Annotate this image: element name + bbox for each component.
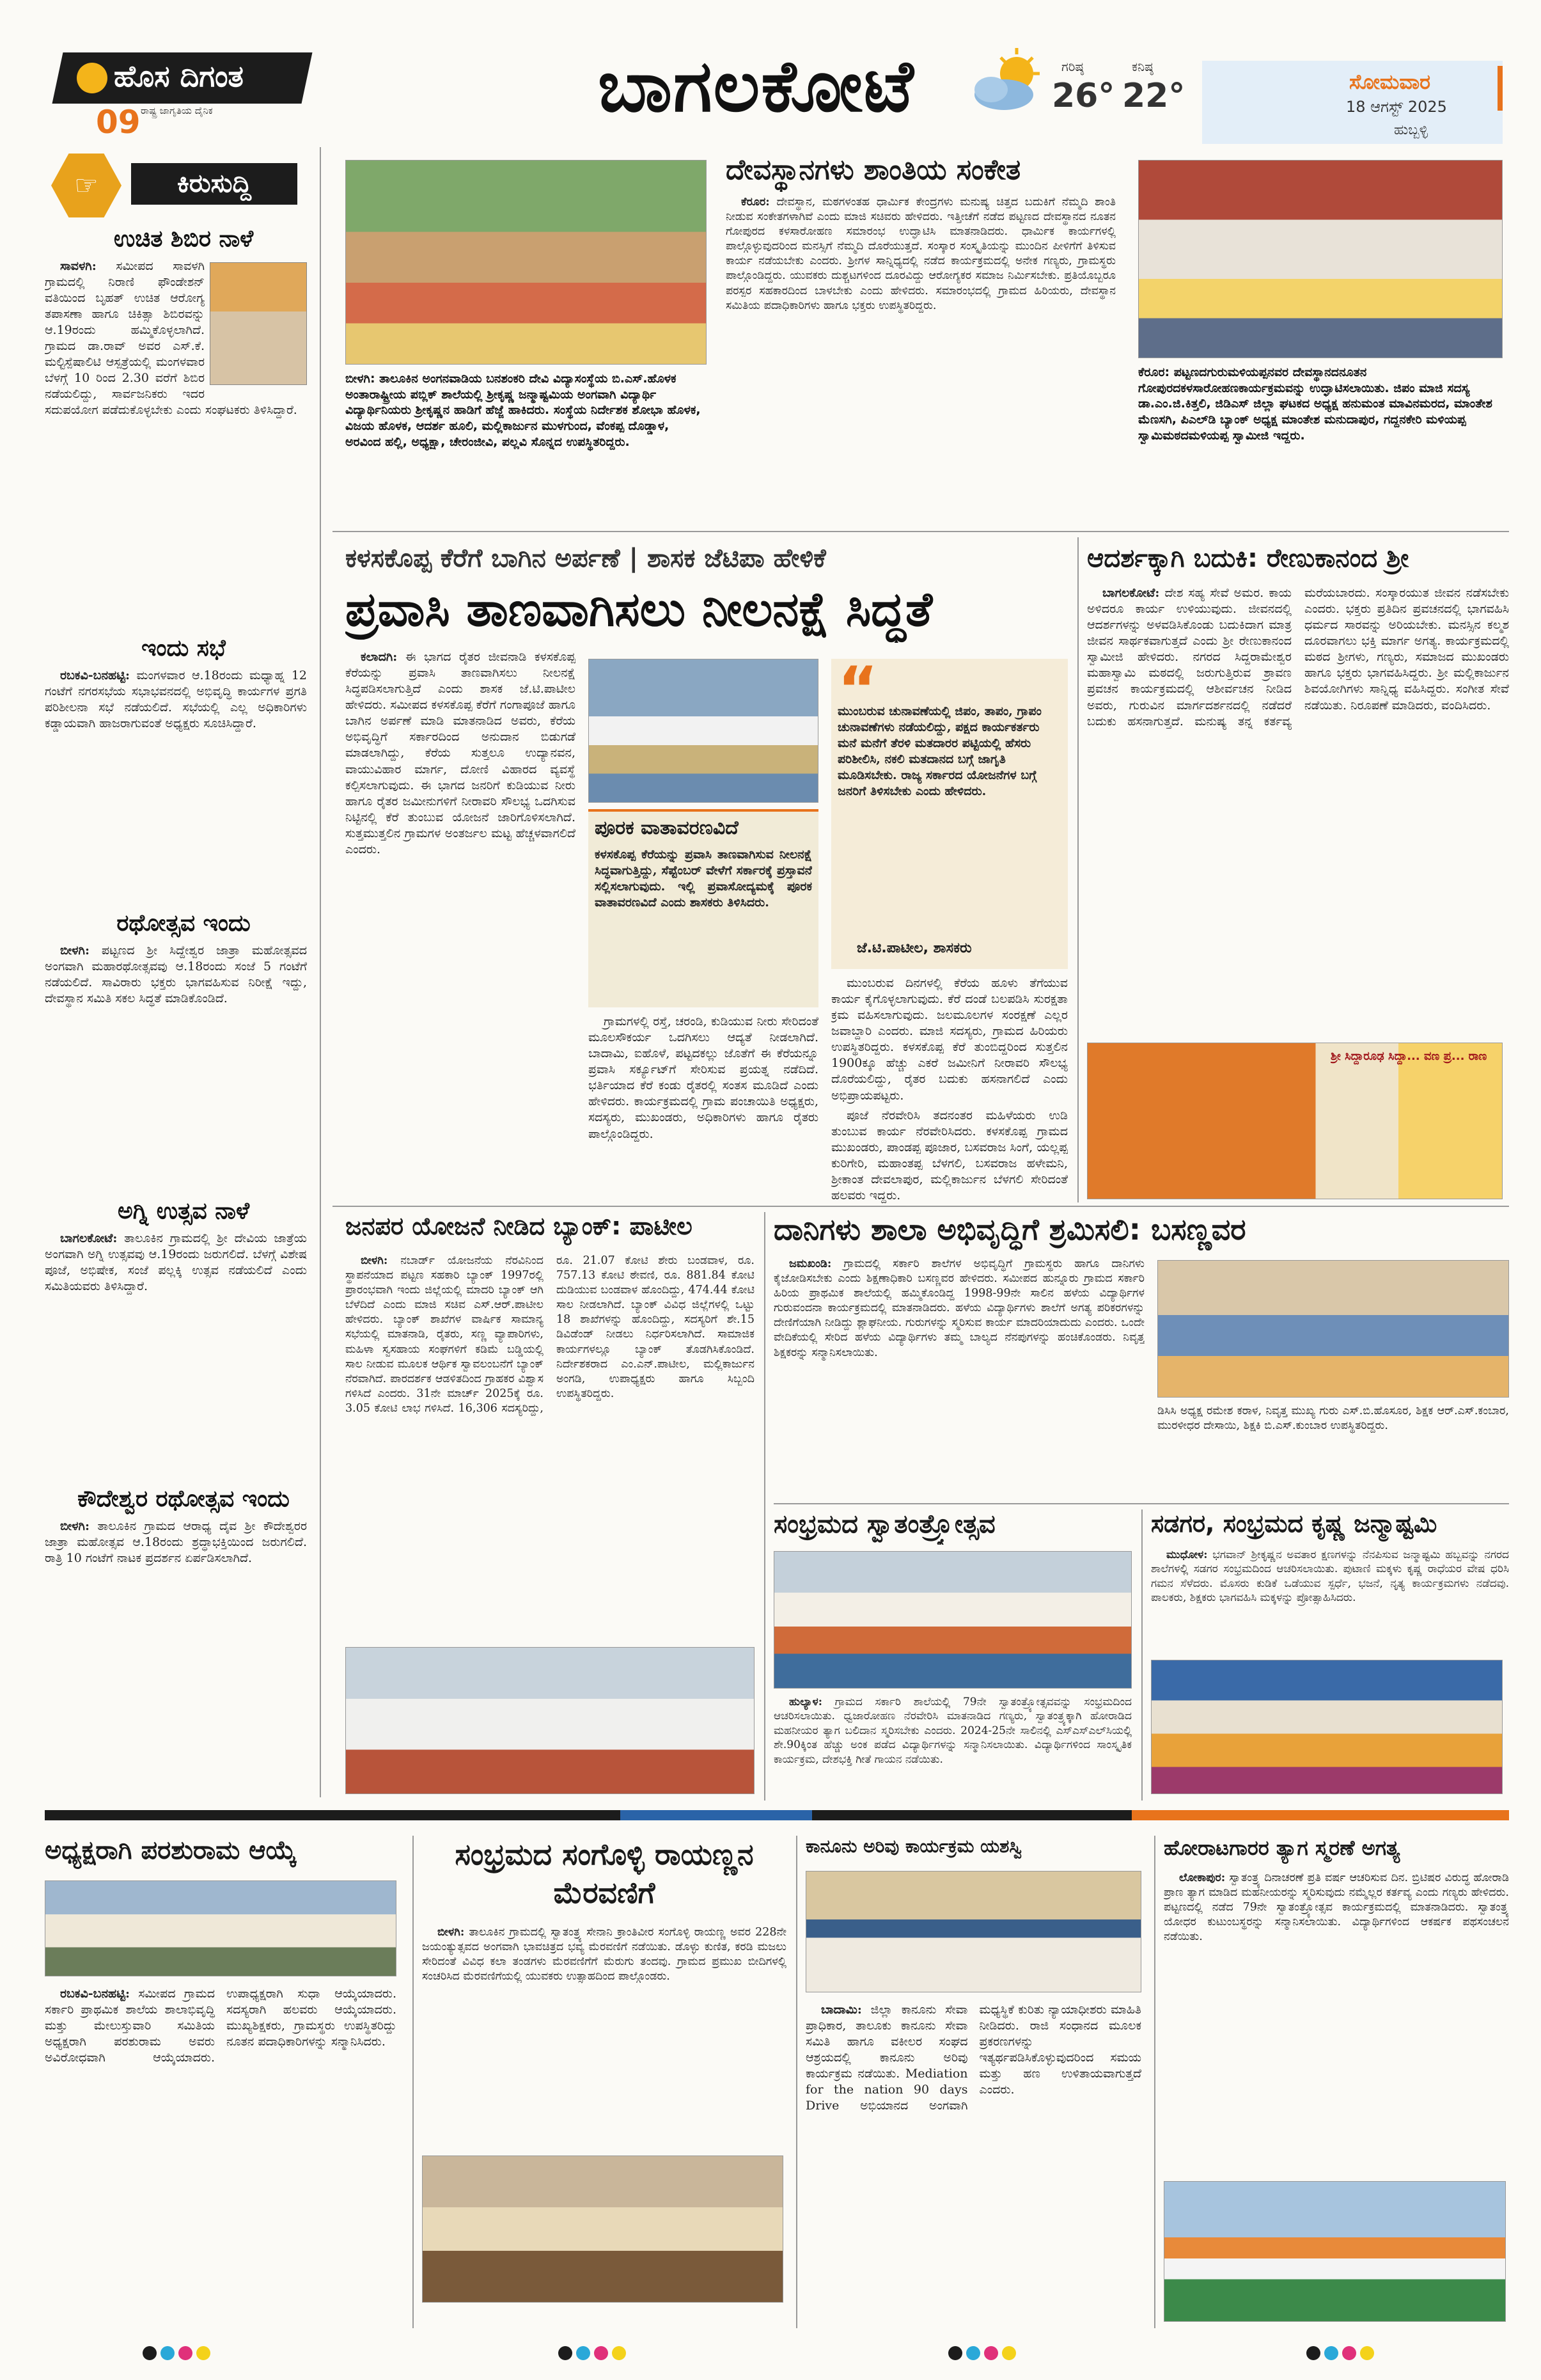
story-title: ಸಂಭ್ರಮದ ಸಂಗೊಳ್ಳಿ ರಾಯಣ್ಣನ ಮೆರವಣಿಗೆ [455, 1837, 754, 1910]
lead-divider [1077, 537, 1079, 1202]
lead-text: ಗ್ರಾಮಗಳಲ್ಲಿ ರಸ್ತೆ, ಚರಂಡಿ, ಕುಡಿಯುವ ನೀರು ಸೇರಿದಂತೆ ಮೂಲಸೌಕರ್ಯ ಒದಗಿಸಲು ಆದ್ಯತೆ ನೀಡಲಾಗಿದೆ. ಬಾದಾಮಿ, ಐಹೊಳೆ, ಪಟ್ಟದಕಲ್ಲು ಜೊತೆಗೆ ಈ ಕೆರೆಯನ್ನೂ ಪ್ರವಾಸಿ ಸರ್ಕ್ಯೂಟ್‌ಗೆ ಸೇರಿಸುವ ಪ್ರಯತ್ನ ನಡೆದಿದೆ. ಭರ್ತಿಯಾದ ಕೆರೆ ಕಂಡು ರೈತರಲ್ಲಿ ಸಂತಸ ಮೂಡಿದೆ ಎಂದು ಹೇಳಿದರು. ಕಾರ್ಯಕ್ರಮದಲ್ಲಿ ಗ್ರಾಮ ಪಂಚಾಯಿತಿ ಅಧ್ಯಕ್ಷರು, ಸದಸ್ಯರು, ಮುಖಂಡರು, ಅಧಿಕಾರಿಗಳು ಹಾಗೂ ರೈತರು ಪಾಲ್ಗೊಂಡಿದ್ದರು. [588, 1014, 818, 1141]
story-body [774, 1257, 1145, 1493]
photo-bank-meeting [345, 1647, 755, 1794]
color-dots [946, 2346, 1036, 2363]
story-body [1087, 585, 1509, 1033]
sidebar-item-place: ಬಾಗಲಕೋಟೆ: [60, 1231, 118, 1245]
sidebar-item [45, 1196, 307, 1478]
sidebar-item [45, 1484, 307, 1791]
story-text: ತಾಲೂಕಿನ ಗ್ರಾಮದಲ್ಲಿ ಸ್ವಾತಂತ್ರ್ಯ ಸೇನಾನಿ ಕ್ರಾಂತಿವೀರ ಸಂಗೊಳ್ಳಿ ರಾಯಣ್ಣ ಅವರ 228ನೇ ಜಯಂತ್ಯುತ್ಸವದ ಅಂಗವಾಗಿ ಭಾವಚಿತ್ರದ ಭವ್ಯ ಮೆರವಣಿಗೆ ನಡೆಯಿತು. ಡೊಳ್ಳು ಕುಣಿತ, ಕರಡಿ ಮಜಲು ಸೇರಿದಂತೆ ವಿವಿಧ ಕಲಾ ತಂಡಗಳು ಮೆರವಣಿಗೆಗೆ ಮೆರುಗು ತಂದವು. ಗ್ರಾಮದ ಪ್ರಮುಖ ಬೀದಿಗಳಲ್ಲಿ ಸಂಚರಿಸಿದ ಮೆರವಣಿಗೆಯಲ್ಲಿ ಯುವಕರು ಉತ್ಸಾಹದಿಂದ ಪಾಲ್ಗೊಂಡರು. [422, 1926, 786, 1983]
photo-school-felicitation [1157, 1260, 1509, 1398]
info-box-title: ಪೂರಕ ವಾತಾವರಣವಿದೆ [595, 817, 739, 839]
strip-segment [1132, 1810, 1509, 1820]
story-school [774, 1212, 1509, 1493]
story-renuka [1087, 537, 1509, 1036]
sidebar-item-text: ಮಂಗಳವಾರ ಆ.18ರಂದು ಮಧ್ಯಾಹ್ನ 12 ಗಂಟೆಗೆ ನಗರಸಭೆಯ ಸಭಾಭವನದಲ್ಲಿ ಅಭಿವೃದ್ಧಿ ಕಾರ್ಯಗಳ ಪ್ರಗತಿ ಪರಿಶೀಲನಾ ಸಭೆ ನಡೆಯಲಿದೆ. ಸಭೆಯಲ್ಲಿ ಎಲ್ಲ ಅಧಿಕಾರಿಗಳು ಕಡ್ಡಾಯವಾಗಿ ಹಾಜರಾಗುವಂತೆ ಅಧ್ಯಕ್ಷರು ಸೂಚಿಸಿದ್ದಾರೆ. [45, 668, 307, 730]
column-divider [1154, 1836, 1155, 2328]
story-text: ದೇಶ ಸಹ್ಯ ಸೇವೆ ಅಮರ. ಕಾಯ ಅಳಿದರೂ ಕಾರ್ಯ ಉಳಿಯುವುದು. ಜೀವನದಲ್ಲಿ ಆದರ್ಶಗಳನ್ನು ಅಳವಡಿಸಿಕೊಂಡು ಬದುಕಿದಾಗ ಮಾತ್ರ ಜೀವನ ಸಾರ್ಥಕವಾಗುತ್ತದೆ ಎಂದು ಶ್ರೀ ರೇಣುಕಾನಂದ ಸ್ವಾಮೀಜಿ ಹೇಳಿದರು. ನಗರದ ಸಿದ್ದರಾಮೇಶ್ವರ ಮಹಾಸ್ವಾಮಿ ಮಠದಲ್ಲಿ ಜರುಗುತ್ತಿರುವ ಶ್ರಾವಣ ಪ್ರವಚನ ಕಾರ್ಯಕ್ರಮದಲ್ಲಿ ಆಶೀರ್ವಚನ ನೀಡಿದ ಅವರು, ಗುರುವಿನ ಮಾರ್ಗದರ್ಶನದಲ್ಲಿ ನಡೆದರೆ ಬದುಕು ಹಸನಾಗುತ್ತದೆ. ಮನುಷ್ಯ ತನ್ನ ಕರ್ತವ್ಯ ಮರೆಯಬಾರದು. ಸಂಸ್ಕಾರಯುತ ಜೀವನ ನಡೆಸಬೇಕು ಎಂದರು. ಭಕ್ತರು ಪ್ರತಿದಿನ ಪ್ರವಚನದಲ್ಲಿ ಭಾಗವಹಿಸಿ ಧರ್ಮದ ಸಾರವನ್ನು ಅರಿಯಬೇಕು. ಮನಸ್ಸಿನ ಕಲ್ಮಶ ದೂರವಾಗಲು ಭಕ್ತಿ ಮಾರ್ಗ ಅಗತ್ಯ. ಕಾರ್ಯಕ್ರಮದಲ್ಲಿ ಮಠದ ಶ್ರೀಗಳು, ಗಣ್ಯರು, ಸಮಾಜದ ಮುಖಂಡರು ಹಾಗೂ ಭಕ್ತರು ಭಾಗವಹಿಸಿದ್ದರು. ಶ್ರೀ ಮಲ್ಲಿಕಾರ್ಜುನ ಶಿವಯೋಗಿಗಳು ಸಾನ್ನಿಧ್ಯ ವಹಿಸಿದ್ದರು. ಸಂಗೀತ ಸೇವೆ ನಡೆಯಿತು. ನಿರೂಪಣೆ ಮಾಡಿದರು, ವಂದಿಸಿದರು. [1087, 586, 1509, 729]
sidebar-item-head: ಇಂದು ಸಭೆ [141, 635, 226, 661]
photo-caption: ಕೆರೂರ: ಪಟ್ಟಣದಗುರುಮಳಿಯಪ್ಪನವರ ದೇವಸ್ಥಾನದನೂತನ ಗೋಪುರದಕಳಸಾರೋಹಣಕಾರ್ಯಕ್ರಮವನ್ನು ಉದ್ಘಾಟಿಸಲಾಯಿತು. ಜಿಪಂ ಮಾಜಿ ಸದಸ್ಯ ಡಾ.ಎಂ.ಜಿ.ಕಿತ್ತಲಿ, ಜಿಡಿಎಸ್ ಜಿಲ್ಲಾ ಘಟಕದ ಅಧ್ಯಕ್ಷ ಹನುಮಂತ ಮಾವಿನಮರದ, ಮಾಂತೇಶ ಮೆಣಸಗಿ, ಪಿಎಲ್‌ಡಿ ಬ್ಯಾಂಕ್ ಅಧ್ಯಕ್ಷ ಮಾಂತೇಶ ಮನುದಾಪುರ, ಗದ್ದನಕೇರಿ ಮಳಿಯಪ್ಪ ಸ್ವಾಮಿಮಠದಮಳಿಯಪ್ಪ ಸ್ವಾಮೀಜಿ ಇದ್ದರು. [1138, 365, 1492, 443]
story-law [806, 1836, 1145, 2328]
lead-kicker: ಕಳಸಕೊಪ್ಪ ಕೆರೆಗೆ ಬಾಗಿನ ಅರ್ಪಣೆ | ಶಾಸಕ ಜೆಟಿಪಾ ಹೇಳಿಕೆ [345, 544, 826, 573]
story-text: ಗ್ರಾಮದ ಸರ್ಕಾರಿ ಶಾಲೆಯಲ್ಲಿ 79ನೇ ಸ್ವಾತಂತ್ರ್ಯೋತ್ಸವವನ್ನು ಸಂಭ್ರಮದಿಂದ ಆಚರಿಸಲಾಯಿತು. ಧ್ವಜಾರೋಹಣ ನೆರವೇರಿಸಿ ಮಾತನಾಡಿದ ಗಣ್ಯರು, ಸ್ವಾತಂತ್ರ್ಯಕ್ಕಾಗಿ ಹೋರಾಡಿದ ಮಹನೀಯರ ತ್ಯಾಗ ಬಲಿದಾನ ಸ್ಮರಿಸಬೇಕು ಎಂದರು. 2024-25ನೇ ಸಾಲಿನಲ್ಲಿ ಎಸ್‌ಎಸ್‌ಎಲ್‌ಸಿಯಲ್ಲಿ ಶೇ.90ಕ್ಕಿಂತ ಹೆಚ್ಚು ಅಂಕ ಪಡೆದ ವಿದ್ಯಾರ್ಥಿಗಳನ್ನು ಸನ್ಮಾನಿಸಲಾಯಿತು. ವಿದ್ಯಾರ್ಥಿಗಳಿಂದ ಸಾಂಸ್ಕೃತಿಕ ಕಾರ್ಯಕ್ರಮ, ದೇಶಭಕ್ತಿ ಗೀತೆ ಗಾಯನ ನಡೆಯಿತು. [774, 1696, 1132, 1766]
story-body [345, 1254, 755, 1637]
photo-bagina [588, 659, 818, 803]
story-title: ದೇವಸ್ಥಾನಗಳು ಶಾಂತಿಯ ಸಂಕೇತ [726, 154, 1021, 186]
brand-name: ಹೊಸ ದಿಗಂತ [114, 59, 244, 93]
story-text: ಭಗವಾನ್ ಶ್ರೀಕೃಷ್ಣನ ಅವತಾರ ಕ್ಷಣಗಳನ್ನು ನೆನಪಿಸುವ ಜನ್ಮಾಷ್ಟಮಿ ಹಬ್ಬವನ್ನು ನಗರದ ಶಾಲೆಗಳಲ್ಲಿ ಸಡಗರ ಸಂಭ್ರಮದಿಂದ ಆಚರಿಸಲಾಯಿತು. ಪುಟಾಣಿ ಮಕ್ಕಳು ಕೃಷ್ಣ ರಾಧೆಯರ ವೇಷ ಧರಿಸಿ ಗಮನ ಸೆಳೆದರು. ಮೊಸರು ಕುಡಿಕೆ ಒಡೆಯುವ ಸ್ಪರ್ಧೆ, ಭಜನೆ, ನೃತ್ಯ ಕಾರ್ಯಕ್ರಮಗಳು ನಡೆದವು. ಪಾಲಕರು, ಶಿಕ್ಷಕರು ಭಾಗವಹಿಸಿ ಮಕ್ಕಳನ್ನು ಪ್ರೋತ್ಸಾಹಿಸಿದರು. [1151, 1549, 1509, 1605]
lead-text: ಪೂಜೆ ನೆರವೇರಿಸಿ ತದನಂತರ ಮಹಿಳೆಯರು ಉಡಿ ತುಂಬುವ ಕಾರ್ಯ ನೆರವೇರಿಸಿದರು. ಕಳಸಕೊಪ್ಪ ಗ್ರಾಮದ ಮುಖಂಡರು, ಪಾಂಡಪ್ಪ ಪೂಜಾರ, ಬಸವರಾಜ ಸಿಂಗೆ, ಯಲ್ಲಪ್ಪ ಕುರಿಗೇರಿ, ಮಹಾಂತಪ್ಪ ಬೆಳಗಲಿ, ಬಸವರಾಜ ಹಳೇಮನಿ, ಶ್ರೀಕಾಂತ ದೇವಲಾಪುರ, ಮಲ್ಲಿಕಾರ್ಜುನ ಬೆಳಗಲಿ ಸೇರಿದಂತೆ ಹಲವರು ಇದ್ದರು. [831, 1108, 1068, 1203]
section-strip [45, 1810, 1509, 1820]
column-divider [412, 1836, 414, 2328]
story-body [1164, 1871, 1509, 2171]
max-temp: 26° [1052, 77, 1115, 115]
quote-box [831, 659, 1068, 969]
registration-marks [141, 2341, 1420, 2367]
story-body [422, 1925, 786, 2143]
story-text: ಜಿಲ್ಲಾ ಕಾನೂನು ಸೇವಾ ಪ್ರಾಧಿಕಾರ, ತಾಲೂಕು ಕಾನೂನು ಸೇವಾ ಸಮಿತಿ ಹಾಗೂ ವಕೀಲರ ಸಂಘದ ಆಶ್ರಯದಲ್ಲಿ ಕಾನೂನು ಅರಿವು ಕಾರ್ಯಕ್ರಮ ನಡೆಯಿತು. Mediation for the nation 90 days Drive ಅಭಿಯಾನದ ಅಂಗವಾಗಿ ಮಧ್ಯಸ್ಥಿಕೆ ಕುರಿತು ನ್ಯಾಯಾಧೀಶರು ಮಾಹಿತಿ ನೀಡಿದರು. ರಾಜಿ ಸಂಧಾನದ ಮೂಲಕ ಪ್ರಕರಣಗಳನ್ನು ಇತ್ಯರ್ಥಪಡಿಸಿಕೊಳ್ಳುವುದರಿಂದ ಸಮಯ ಮತ್ತು ಹಣ ಉಳಿತಾಯವಾಗುತ್ತದೆ ಎಂದರು. [806, 2003, 1141, 2113]
photo-law-awareness [806, 1871, 1141, 1992]
story-independence [774, 1509, 1132, 1801]
lead-text: ಮುಂಬರುವ ದಿನಗಳಲ್ಲಿ ಕೆರೆಯ ಹೂಳು ತೆಗೆಯುವ ಕಾರ್ಯ ಕೈಗೊಳ್ಳಲಾಗುವುದು. ಕೆರೆ ದಂಡೆ ಬಲಪಡಿಸಿ ಸುರಕ್ಷತಾ ಕ್ರಮ ವಹಿಸಲಾಗುವುದು. ಜಲಮೂಲಗಳ ಸಂರಕ್ಷಣೆ ಎಲ್ಲರ ಜವಾಬ್ದಾರಿ ಎಂದರು. ಮಾಜಿ ಸದಸ್ಯರು, ಗ್ರಾಮದ ಹಿರಿಯರು ಉಪಸ್ಥಿತರಿದ್ದರು. ಕಳಸಕೊಪ್ಪ ಕೆರೆ ತುಂಬಿದ್ದರಿಂದ ಸುತ್ತಲಿನ 1900ಕ್ಕೂ ಹೆಚ್ಚು ಎಕರೆ ಜಮೀನಿಗೆ ನೀರಾವರಿ ಸೌಲಭ್ಯ ದೊರೆಯಲಿದ್ದು, ರೈತರ ಬದುಕು ಹಸನಾಗಲಿದೆ ಎಂದು ಅಭಿಪ್ರಾಯಪಟ್ಟರು. [831, 976, 1068, 1103]
sidebar-item-place: ಬೀಳಗಿ: [60, 1518, 90, 1533]
photo-sdmc-members [45, 1880, 396, 1976]
story-text: ಸ್ವಾತಂತ್ರ್ಯ ದಿನಾಚರಣೆ ಪ್ರತಿ ವರ್ಷ ಆಚರಿಸುವ ದಿನ. ಬ್ರಿಟಿಷರ ವಿರುದ್ಧ ಹೋರಾಡಿ ಪ್ರಾಣ ತ್ಯಾಗ ಮಾಡಿದ ಮಹನೀಯರನ್ನು ಸ್ಮರಿಸುವುದು ನಮ್ಮೆಲ್ಲರ ಕರ್ತವ್ಯ ಎಂದು ಗಣ್ಯರು ಹೇಳಿದರು. ಪಟ್ಟಣದಲ್ಲಿ ನಡೆದ 79ನೇ ಸ್ವಾತಂತ್ರ್ಯೋತ್ಸವ ಕಾರ್ಯಕ್ರಮದಲ್ಲಿ ಮಾತನಾಡಿದರು. ಸ್ವಾತಂತ್ರ್ಯ ಯೋಧರ ಕುಟುಂಬಸ್ಥರನ್ನು ಸನ್ಮಾನಿಸಲಾಯಿತು. ವಿದ್ಯಾರ್ಥಿಗಳಿಂದ ಆಕರ್ಷಕ ಪಥಸಂಚಲನ ನಡೆಯಿತು. [1164, 1872, 1509, 1944]
sidebar-item-text: ಪಟ್ಟಣದ ಶ್ರೀ ಸಿದ್ದೇಶ್ವರ ಜಾತ್ರಾ ಮಹೋತ್ಸವದ ಅಂಗವಾಗಿ ಮಹಾರಥೋತ್ಸವವು ಆ.18ರಂದು ಸಂಜೆ 5 ಗಂಟೆಗೆ ನಡೆಯಲಿದೆ. ಸಾವಿರಾರು ಭಕ್ತರು ಭಾಗವಹಿಸುವ ನಿರೀಕ್ಷೆ ಇದ್ದು, ದೇವಸ್ಥಾನ ಸಮಿತಿ ಸಕಲ ಸಿದ್ಧತೆ ಮಾಡಿಕೊಂಡಿದೆ. [45, 943, 307, 1005]
sidebar-item-text: ತಾಲೂಕಿನ ಗ್ರಾಮದ ಆರಾಧ್ಯ ದೈವ ಶ್ರೀ ಕೌದೇಶ್ವರರ ಜಾತ್ರಾ ಮಹೋತ್ಸವ ಆ.18ರಂದು ಶ್ರದ್ಧಾಭಕ್ತಿಯಿಂದ ಜರುಗಲಿದೆ. ರಾತ್ರಿ 10 ಗಂಟೆಗೆ ನಾಟಕ ಪ್ರದರ್ಶನ ಏರ್ಪಡಿಸಲಾಗಿದೆ. [45, 1518, 307, 1565]
story-place: ಬೀಳಗಿ: [361, 1254, 388, 1267]
photo-independence-day [774, 1551, 1132, 1689]
story-place: ರಬಕವಿ-ಬನಹಟ್ಟಿ: [60, 1987, 130, 2001]
story-krishna [1151, 1509, 1509, 1801]
photo-rayanna-procession [422, 2155, 783, 2303]
brand-block [45, 45, 313, 141]
row-divider [332, 1206, 1509, 1207]
date-box [1202, 61, 1503, 144]
strip-segment [812, 1810, 1132, 1820]
story-title: ಕಾನೂನು ಅರಿವು ಕಾರ್ಯಕ್ರಮ ಯಶಸ್ವಿ [806, 1836, 1022, 1857]
column-divider [796, 1836, 797, 2328]
story-title: ಆದರ್ಶಕ್ಕಾಗಿ ಬದುಕಿ: ರೇಣುಕಾನಂದ ಶ್ರೀ [1087, 544, 1409, 573]
story-text: ಸಮೀಪದ ಗ್ರಾಮದ ಸರ್ಕಾರಿ ಪ್ರಾಥಮಿಕ ಶಾಲೆಯ ಶಾಲಾಭಿವೃದ್ಧಿ ಮತ್ತು ಮೇಲುಸ್ತುವಾರಿ ಸಮಿತಿಯ ಅಧ್ಯಕ್ಷರಾಗಿ ಪರಶುರಾಮ ಅವರು ಅವಿರೋಧವಾಗಿ ಆಯ್ಕೆಯಾದರು. ಉಪಾಧ್ಯಕ್ಷರಾಗಿ ಸುಧಾ ಆಯ್ಕೆಯಾದರು. ಸದಸ್ಯರಾಗಿ ಹಲವರು ಆಯ್ಕೆಯಾದರು. ಮುಖ್ಯಶಿಕ್ಷಕರು, ಗ್ರಾಮಸ್ಥರು ಉಪಸ್ಥಿತರಿದ್ದು ನೂತನ ಪದಾಧಿಕಾರಿಗಳನ್ನು ಸನ್ಮಾನಿಸಿದರು. [45, 1987, 396, 2065]
max-temp-label: ಗರಿಷ್ಠ [1061, 59, 1084, 74]
page-number: 09 [96, 104, 141, 141]
issue-date: 18 ಆಗಸ್ಟ್ 2025 [1346, 98, 1447, 116]
photo-caption: ಡಿಸಿಸಿ ಅಧ್ಯಕ್ಷ ರಮೇಶ ಕರಾಳ, ನಿವೃತ್ತ ಮುಖ್ಯ ಗುರು ಎಸ್.ಬಿ.ಹೊಸೂರ, ಶಿಕ್ಷಕ ಆರ್.ಎಸ್.ಕಂಬಾರ, ಮುರಳೀಧರ ದೇಸಾಯಿ, ಶಿಕ್ಷಕಿ ಬಿ.ಎಸ್.ಕುಂಬಾರ ಉಪಸ್ಥಿತರಿದ್ದರು. [1157, 1405, 1509, 1433]
story-text: ದೇವಸ್ಥಾನ, ಮಠಗಳಂತಹ ಧಾರ್ಮಿಕ ಕೇಂದ್ರಗಳು ಮನುಷ್ಯ ಚಿತ್ತದ ಬದುಕಿಗೆ ನೆಮ್ಮದಿ ಶಾಂತಿ ನೀಡುವ ಸಂಕೇತಗಳಾಗಿವೆ ಎಂದು ಮಾಜಿ ಸಚಿವರು ಹೇಳಿದರು. ಇತ್ತೀಚೆಗೆ ನಡೆದ ಪಟ್ಟಣದ ದೇವಸ್ಥಾನದ ನೂತನ ಗೋಪುರದ ಕಳಸಾರೋಹಣ ಸಮಾರಂಭ ಉದ್ಘಾಟಿಸಿ ಮಾತನಾಡಿದರು. ಧಾರ್ಮಿಕ ಕಾರ್ಯಗಳಲ್ಲಿ ಪಾಲ್ಗೊಳ್ಳುವುದರಿಂದ ಮನಸ್ಸಿಗೆ ನೆಮ್ಮದಿ ದೊರೆಯುತ್ತದೆ. ಸಂಸ್ಕಾರ ಸಂಸ್ಕೃತಿಯನ್ನು ಮುಂದಿನ ಪೀಳಿಗೆಗೆ ತಿಳಿಸುವ ಕಾರ್ಯ ನಡೆಯಬೇಕು ಎಂದರು. ಶ್ರೀಗಳ ಸಾನ್ನಿಧ್ಯದಲ್ಲಿ ನಡೆದ ಕಾರ್ಯಕ್ರಮದಲ್ಲಿ ಅನೇಕ ಗಣ್ಯರು, ಗ್ರಾಮಸ್ಥರು ಪಾಲ್ಗೊಂಡಿದ್ದರು. ಯುವಕರು ದುಶ್ಚಟಗಳಿಂದ ದೂರವಿದ್ದು ಆರೋಗ್ಯಕರ ಸಮಾಜ ನಿರ್ಮಿಸಬೇಕು. ಪ್ರತಿಯೊಬ್ಬರೂ ಪರಸ್ಪರ ಸಹಕಾರದಿಂದ ಬಾಳಬೇಕು ಎಂದು ಹೇಳಿದರು. ಸಮಾರಂಭದಲ್ಲಿ ಗ್ರಾಮದ ಹಿರಿಯರು, ದೇವಸ್ಥಾನ ಸಮಿತಿಯ ಪದಾಧಿಕಾರಿಗಳು ಹಾಗೂ ಭಕ್ತರು ಉಪಸ್ಥಿತರಿದ್ದರು. [726, 196, 1116, 312]
story-place: ಬಾದಾಮಿ: [821, 2003, 862, 2017]
lead-place: ಕಲಾದಗಿ: [361, 650, 398, 664]
story-parashuram [45, 1836, 403, 2328]
story-body [1151, 1548, 1509, 1653]
story-title: ಸಡಗರ, ಸಂಭ್ರಮದ ಕೃಷ್ಣ ಜನ್ಮಾಷ್ಟಮಿ [1151, 1509, 1437, 1538]
sidebar-item [45, 224, 307, 627]
story-place: ಜಮಖಂಡಿ: [789, 1257, 832, 1270]
sidebar-divider [320, 147, 321, 1797]
section-title: ಕಿರುಸುದ್ದಿ [131, 163, 297, 205]
strip-segment [45, 1810, 620, 1820]
lead-column-2 [588, 1014, 818, 1206]
column-divider [764, 1212, 765, 1801]
story-place: ಮುಧೋಳ: [1166, 1549, 1208, 1561]
story-martyr [1164, 1836, 1509, 2328]
hand-icon: ☞ [74, 169, 98, 201]
color-dots [1304, 2346, 1394, 2363]
sidebar-item [45, 633, 307, 902]
date-accent-bar [1498, 66, 1503, 111]
story-body [45, 1986, 396, 2328]
story-title: ಸಂಭ್ರಮದ ಸ್ವಾತಂತ್ರ್ಯೋತ್ಸವ [774, 1509, 996, 1539]
story-place: ಲೋಕಾಪುರ: [1179, 1872, 1226, 1884]
min-temp: 22° [1122, 77, 1185, 115]
sidebar-item-head: ಅಗ್ನಿ ಉತ್ಸವ ನಾಳೆ [117, 1198, 250, 1224]
lead-column-1 [345, 649, 575, 1206]
photo-caption: ಬೀಳಗಿ: ತಾಲೂಕಿನ ಅಂಗನವಾಡಿಯ ಬನಶಂಕರಿ ದೇವಿ ವಿದ್ಯಾಸಂಸ್ಥೆಯ ಬಿ.ಎಸ್.ಹೊಳಕ ಅಂತಾರಾಷ್ಟ್ರೀಯ ಪಬ್ಲಿಕ್ ಶಾಲೆಯಲ್ಲಿ ಶ್ರೀಕೃಷ್ಣ ಜನ್ಮಾಷ್ಟಮಿಯ ಅಂಗವಾಗಿ ವಿದ್ಯಾರ್ಥಿ ವಿದ್ಯಾರ್ಥಿನಿಯರು ಶ್ರೀಕೃಷ್ಣನ ಹಾಡಿಗೆ ಹೆಜ್ಜೆ ಹಾಕಿದರು. ಸಂಸ್ಥೆಯ ನಿರ್ದೇಶಕ ಶೋಭಾ ಹೊಳಕ, ವಿಜಯ ಹೊಳಕ, ಆದರ್ಶ ಹೂಲಿ, ಮಲ್ಲಿಕಾರ್ಜುನ ಮುಳಗುಂದ, ವೆಂಕಪ್ಪ ದೊಡ್ಡಾಳ, ಅರವಿಂದ ಹಲ್ಲಿ, ಅಧ್ಯಕ್ಷಾ, ಚೇರಂಜೀವಿ, ಪಲ್ಲವಿ ಸೊನ್ನದ ಉಪಸ್ಥಿತರಿದ್ದರು. [345, 372, 701, 449]
story-title: ಜನಪರ ಯೋಜನೆ ನೀಡಿದ ಬ್ಯಾಂಕ್: ಪಾಟೀಲ [345, 1212, 692, 1240]
row-divider [332, 531, 1509, 532]
story-body [726, 195, 1116, 521]
story-rayanna [422, 1836, 786, 2328]
quote-icon: “ [838, 659, 879, 710]
weather-icon [966, 45, 1049, 122]
sidebar-item-place: ರಬಕವಿ-ಬನಹಟ್ಟಿ: [60, 668, 130, 682]
sidebar-item [45, 908, 307, 1190]
info-box [588, 809, 818, 1007]
quote-text: ಮುಂಬರುವ ಚುನಾವಣೆಯಲ್ಲಿ ಜಿಪಂ, ತಾಪಂ, ಗ್ರಾಪಂ ಚುನಾವಣೆಗಳು ನಡೆಯಲಿದ್ದು, ಪಕ್ಷದ ಕಾರ್ಯಕರ್ತರು ಮನೆ ಮನೆಗೆ ತೆರಳಿ ಮತದಾರರ ಪಟ್ಟಿಯಲ್ಲಿ ಹೆಸರು ಪರಿಶೀಲಿಸಿ, ನಕಲಿ ಮತದಾನದ ಬಗ್ಗೆ ಜಾಗೃತಿ ಮೂಡಿಸಬೇಕು. ರಾಜ್ಯ ಸರ್ಕಾರದ ಯೋಜನೆಗಳ ಬಗ್ಗೆ ಜನರಿಗೆ ತಿಳಿಸಬೇಕು ಎಂದು ಹೇಳಿದರು. [838, 704, 1042, 799]
city-title: ಬಾಗಲಕೋಟೆ [598, 45, 915, 128]
column-divider [1141, 1509, 1143, 1801]
logo-icon [77, 63, 107, 93]
avatar [210, 262, 307, 385]
sidebar-item-text: ತಾಲೂಕಿನ ಗ್ರಾಮದಲ್ಲಿ ಶ್ರೀ ದೇವಿಯ ಜಾತ್ರೆಯ ಅಂಗವಾಗಿ ಅಗ್ನಿ ಉತ್ಸವವು ಆ.19ರಂದು ಜರುಗಲಿದೆ. ಬೆಳಗ್ಗೆ ವಿಶೇಷ ಪೂಜೆ, ಅಭಿಷೇಕ, ಸಂಜೆ ಪಲ್ಲಕ್ಕಿ ಉತ್ಸವ ನಡೆಯಲಿದೆ ಎಂದು ಸಮಿತಿಯವರು ತಿಳಿಸಿದ್ದಾರೆ. [45, 1231, 307, 1293]
edition-name: ಹುಬ್ಬಳ್ಳಿ [1394, 122, 1428, 138]
story-body [806, 2002, 1141, 2328]
story-bank [345, 1212, 755, 1801]
lead-column-3 [831, 975, 1068, 1206]
sidebar-item-head: ರಥೋತ್ಸವ ಇಂದು [116, 910, 251, 936]
photo-temple-event [1138, 160, 1503, 358]
story-place: ಬಾಗಲಕೋಟೆ: [1102, 586, 1160, 600]
story-title: ಅಧ್ಯಕ್ಷರಾಗಿ ಪರಶುರಾಮ ಆಯ್ಕೆ [45, 1836, 297, 1865]
color-dots [141, 2346, 230, 2363]
row-divider [774, 1503, 1509, 1504]
story-temples [719, 154, 1119, 524]
story-place: ಬೀಳಗಿ: [437, 1926, 465, 1939]
info-box-text: ಕಳಸಕೊಪ್ಪ ಕೆರೆಯನ್ನು ಪ್ರವಾಸಿ ತಾಣವಾಗಿಸುವ ನೀಲನಕ್ಷೆ ಸಿದ್ಧವಾಗುತ್ತಿದ್ದು, ಸೆಪ್ಟೆಂಬರ್ ವೇಳೆಗೆ ಸರ್ಕಾರಕ್ಕೆ ಪ್ರಸ್ತಾವನೆ ಸಲ್ಲಿಸಲಾಗುವುದು. ಇಲ್ಲಿ ಪ್ರವಾಸೋದ್ಯಮಕ್ಕೆ ಪೂರಕ ವಾತಾವರಣವಿದೆ ಎಂದು ಶಾಸಕರು ತಿಳಿಸಿದರು. [595, 847, 812, 910]
sidebar-item-text: ಸಮೀಪದ ಸಾವಳಗಿ ಗ್ರಾಮದಲ್ಲಿ ನಿರಾಣಿ ಫೌಂಡೇಶನ್ ವತಿಯಿಂದ ಬೃಹತ್ ಉಚಿತ ಆರೋಗ್ಯ ತಪಾಸಣಾ ಹಾಗೂ ಚಿಕಿತ್ಸಾ ಶಿಬಿರವನ್ನು ಆ.19ರಂದು ಹಮ್ಮಿಕೊಳ್ಳಲಾಗಿದೆ. ಗ್ರಾಮದ ಡಾ.ರಾವ್ ಅವರ ಎಸ್.ಕೆ. ಮಲ್ಟಿಸ್ಪೆಷಾಲಿಟಿ ಆಸ್ಪತ್ರೆಯಲ್ಲಿ ಮಂಗಳವಾರ ಬೆಳಗ್ಗೆ 10 ರಿಂದ 2.30 ವರೆಗೆ ಶಿಬಿರ ನಡೆಯಲಿದ್ದು, ಸಾರ್ವಜನಿಕರು ಇದರ ಸದುಪಯೋಗ ಪಡೆದುಕೊಳ್ಳಬೇಕು ಎಂದು ಸಂಘಟಕರು ತಿಳಿಸಿದ್ದಾರೆ. [45, 258, 297, 418]
quote-byline: ಜೆ.ಟಿ.ಪಾಟೀಲ, ಶಾಸಕರು [857, 940, 972, 956]
weekday: ಸೋಮವಾರ [1349, 70, 1431, 94]
min-temp-label: ಕನಿಷ್ಠ [1132, 59, 1154, 74]
sidebar-item-place: ಬೀಳಗಿ: [60, 943, 90, 958]
story-text: ನಬಾರ್ಡ್ ಯೋಜನೆಯ ನೆರವಿನಿಂದ ಸ್ಥಾಪನೆಯಾದ ಪಟ್ಟಣ ಸಹಕಾರಿ ಬ್ಯಾಂಕ್ 1997ರಲ್ಲಿ ಪ್ರಾರಂಭವಾಗಿ ಇಂದು ಜಿಲ್ಲೆಯಲ್ಲಿ ಮಾದರಿ ಬ್ಯಾಂಕ್ ಆಗಿ ಬೆಳೆದಿದೆ ಎಂದು ಮಾಜಿ ಸಚಿವ ಎಸ್.ಆರ್.ಪಾಟೀಲ ಹೇಳಿದರು. ಬ್ಯಾಂಕ್ ಶಾಖೆಗಳ ವಾರ್ಷಿಕ ಸಾಮಾನ್ಯ ಸಭೆಯಲ್ಲಿ ಮಾತನಾಡಿ, ರೈತರು, ಸಣ್ಣ ವ್ಯಾಪಾರಿಗಳು, ಮಹಿಳಾ ಸ್ವಸಹಾಯ ಸಂಘಗಳಿಗೆ ಕಡಿಮೆ ಬಡ್ಡಿಯಲ್ಲಿ ಸಾಲ ನೀಡುವ ಮೂಲಕ ಆರ್ಥಿಕ ಸ್ವಾವಲಂಬನೆಗೆ ಬ್ಯಾಂಕ್ ನೆರವಾಗಿದೆ. ಪಾರದರ್ಶಕ ಆಡಳಿತದಿಂದ ಗ್ರಾಹಕರ ವಿಶ್ವಾಸ ಗಳಿಸಿದೆ ಎಂದರು. 31ನೇ ಮಾರ್ಚ್ 2025ಕ್ಕೆ ರೂ. 3.05 ಕೋಟಿ ಲಾಭ ಗಳಿಸಿದೆ. 16,306 ಸದಸ್ಯರಿದ್ದು, ರೂ. 21.07 ಕೋಟಿ ಶೇರು ಬಂಡವಾಳ, ರೂ. 757.13 ಕೋಟಿ ಠೇವಣಿ, ರೂ. 881.84 ಕೋಟಿ ದುಡಿಯುವ ಬಂಡವಾಳ ಹೊಂದಿದ್ದು, 474.44 ಕೋಟಿ ಸಾಲ ನೀಡಲಾಗಿದೆ. ಬ್ಯಾಂಕ್ ವಿವಿಧ ಜಿಲ್ಲೆಗಳಲ್ಲಿ ಒಟ್ಟು 18 ಶಾಖೆಗಳನ್ನು ಹೊಂದಿದ್ದು, ಸದಸ್ಯರಿಗೆ ಶೇ.15 ಡಿವಿಡೆಂಡ್ ನೀಡಲು ನಿರ್ಧರಿಸಲಾಗಿದೆ. ಸಾಮಾಜಿಕ ಕಾರ್ಯಗಳಲ್ಲೂ ಬ್ಯಾಂಕ್ ತೊಡಗಿಸಿಕೊಂಡಿದೆ. ನಿರ್ದೇಶಕರಾದ ಎಂ.ಎನ್.ಪಾಟೀಲ, ಮಲ್ಲಿಕಾರ್ಜುನ ಅಂಗಡಿ, ಉಪಾಧ್ಯಕ್ಷರು ಹಾಗೂ ಸಿಬ್ಬಂದಿ ಉಪಸ್ಥಿತರಿದ್ದರು. [345, 1254, 755, 1415]
story-place: ಕೆರೂರ: [741, 196, 770, 209]
sidebar-item-head: ಉಚಿತ ಶಿಬಿರ ನಾಳೆ [113, 226, 254, 252]
story-text: ಗ್ರಾಮದಲ್ಲಿ ಸರ್ಕಾರಿ ಶಾಲೆಗಳ ಅಭಿವೃದ್ಧಿಗೆ ಗ್ರಾಮಸ್ಥರು ಹಾಗೂ ದಾನಿಗಳು ಕೈಜೋಡಿಸಬೇಕು ಎಂದು ಶಿಕ್ಷಣಾಧಿಕಾರಿ ಬಸಣ್ಣವರ ಹೇಳಿದರು. ಸಮೀಪದ ಹುನ್ನೂರು ಗ್ರಾಮದ ಸರ್ಕಾರಿ ಹಿರಿಯ ಪ್ರಾಥಮಿಕ ಶಾಲೆಯಲ್ಲಿ ಹಮ್ಮಿಕೊಂಡಿದ್ದ 1998-99ನೇ ಸಾಲಿನ ಹಳೆಯ ವಿದ್ಯಾರ್ಥಿಗಳ ಗುರುವಂದನಾ ಕಾರ್ಯಕ್ರಮದಲ್ಲಿ ಮಾತನಾಡಿದರು. ಹಳೆಯ ವಿದ್ಯಾರ್ಥಿಗಳು ಶಾಲೆಗೆ ಅಗತ್ಯ ಪರಿಕರಗಳನ್ನು ದೇಣಿಗೆಯಾಗಿ ನೀಡಿದ್ದು ಶ್ಲಾಘನೀಯ. ಗುರುಗಳನ್ನು ಸ್ಮರಿಸುವ ಕಾರ್ಯ ಮಾದರಿಯಾದುದು ಎಂದರು. ಒಂದೇ ವೇದಿಕೆಯಲ್ಲಿ ಸೇರಿದ ಹಳೆಯ ವಿದ್ಯಾರ್ಥಿಗಳು ತಮ್ಮ ಬಾಲ್ಯದ ನೆನಪುಗಳನ್ನು ಹಂಚಿಕೊಂಡರು. ನಿವೃತ್ತ ಶಿಕ್ಷಕರನ್ನು ಸನ್ಮಾನಿಸಲಾಯಿತು. [774, 1257, 1145, 1359]
strip-segment [620, 1810, 812, 1820]
photo-swamiji-stage [1087, 1043, 1503, 1199]
sidebar [45, 147, 313, 1797]
lead-headline: ಪ್ರವಾಸಿ ತಾಣವಾಗಿಸಲು ನೀಲನಕ್ಷೆ ಸಿದ್ಧತೆ [345, 582, 933, 637]
brand-tagline: ರಾಷ್ಟ್ರ ಜಾಗೃತಿಯ ದೈನಿಕ [141, 105, 213, 116]
sidebar-item-head: ಕೌದೇಶ್ವರ ರಥೋತ್ಸವ ಇಂದು [77, 1486, 290, 1512]
stage-banner: ಶ್ರೀ ಸಿದ್ದಾರೂಢ ಸಿದ್ದಾ... ವಣ ಪ್ರ... ರಾಣ [1331, 1050, 1487, 1063]
sidebar-item-place: ಸಾವಳಗಿ: [60, 258, 97, 273]
story-title: ಹೋರಾಟಗಾರರ ತ್ಯಾಗ ಸ್ಮರಣೆ ಅಗತ್ಯ [1164, 1836, 1400, 1860]
color-dots [556, 2346, 646, 2363]
photo-krishna-kids [345, 160, 707, 365]
story-body [774, 1695, 1132, 1801]
photo-flag-hoisting [1164, 2181, 1506, 2322]
story-title: ದಾನಿಗಳು ಶಾಲಾ ಅಭಿವೃದ್ಧಿಗೆ ಶ್ರಮಿಸಲಿ: ಬಸಣ್ಣವರ [774, 1212, 1246, 1247]
story-place: ಹುಲ್ಯಾಳ: [789, 1696, 823, 1708]
lead-text: ಈ ಭಾಗದ ರೈತರ ಜೀವನಾಡಿ ಕಳಸಕೊಪ್ಪ ಕೆರೆಯನ್ನು ಪ್ರವಾಸಿ ತಾಣವಾಗಿಸಲು ನೀಲನಕ್ಷೆ ಸಿದ್ಧಪಡಿಸಲಾಗುತ್ತಿದೆ ಎಂದು ಶಾಸಕ ಜೆ.ಟಿ.ಪಾಟೀಲ ಹೇಳಿದರು. ಸಮೀಪದ ಕಳಸಕೊಪ್ಪ ಕೆರೆಗೆ ಗಂಗಾಪೂಜೆ ಹಾಗೂ ಬಾಗಿನ ಅರ್ಪಣೆ ಮಾಡಿ ಮಾತನಾಡಿದ ಅವರು, ಕೆರೆಯ ಅಭಿವೃದ್ಧಿಗೆ ಸರ್ಕಾರದಿಂದ ಅನುದಾನ ಬಿಡುಗಡೆ ಮಾಡಲಾಗಿದ್ದು, ಕೆರೆಯ ಸುತ್ತಲೂ ಉದ್ಯಾನವನ, ವಾಯುವಿಹಾರ ಮಾರ್ಗ, ದೋಣಿ ವಿಹಾರದ ವ್ಯವಸ್ಥೆ ಕಲ್ಪಿಸಲಾಗುವುದು. ಈ ಭಾಗದ ಜನರಿಗೆ ಕುಡಿಯುವ ನೀರು ಹಾಗೂ ರೈತರ ಜಮೀನುಗಳಿಗೆ ನೀರಾವರಿ ಸೌಲಭ್ಯ ಒದಗಿಸುವ ನಿಟ್ಟಿನಲ್ಲಿ ಕೆರೆ ತುಂಬುವ ಯೋಜನೆ ಜಾರಿಗೊಳಿಸಲಾಗಿದೆ. ಸುತ್ತಮುತ್ತಲಿನ ಗ್ರಾಮಗಳ ಅಂತರ್ಜಲ ಮಟ್ಟ ಹೆಚ್ಚಳವಾಗಲಿದೆ ಎಂದರು. [345, 650, 575, 856]
photo-krishna-school [1151, 1660, 1503, 1794]
